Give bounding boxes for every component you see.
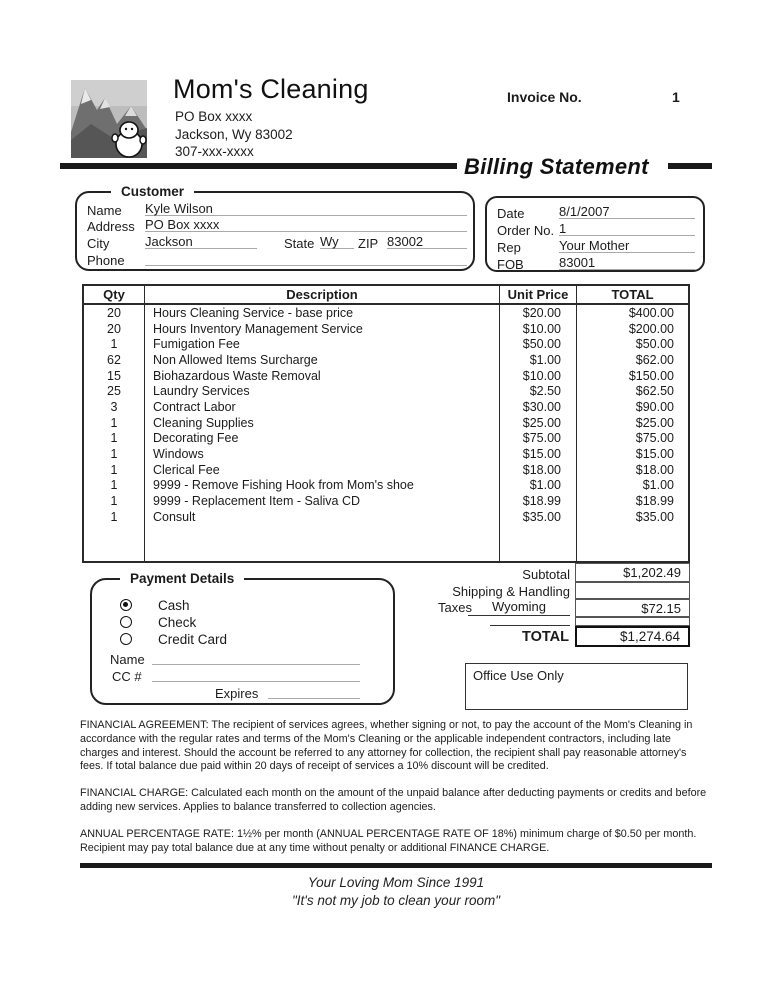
- date-field: 8/1/2007: [559, 204, 695, 219]
- taxes-value: $72.15: [575, 599, 690, 617]
- item-qty: 1: [84, 431, 145, 447]
- radio-button-icon[interactable]: [120, 616, 132, 628]
- table-row: [84, 399, 688, 415]
- payment-cc-field: [152, 667, 360, 682]
- table-row: [84, 431, 688, 447]
- item-unit-price: [500, 525, 577, 561]
- item-unit-price: $18.00: [500, 462, 577, 478]
- office-use-only-label: Office Use Only: [473, 668, 564, 683]
- payment-cc-label: CC #: [112, 669, 142, 684]
- financial-agreement-paragraph: FINANCIAL AGREEMENT: The recipient of services agrees, whether signing or not, to pay the account of the Mom's Cleaning in accordance with the regular rates and terms of the Mom's Cleaning or the applicable independent contractors, including late charges and interest. Should the account be referred to any attorney for collection, the recipient shall pay reasonable attorney's fees. If total balance due paid within 20 days of receipt of services a 10% discount will be credited.: [80, 719, 693, 773]
- item-description: Windows: [145, 446, 500, 462]
- item-qty: [84, 525, 145, 561]
- company-address-line1: PO Box xxxx: [175, 109, 253, 124]
- company-logo-mountain-yeti-image: [71, 80, 147, 158]
- item-description: 9999 - Remove Fishing Hook from Mom's shoe: [145, 478, 500, 494]
- invoice-no-label: Invoice No.: [507, 89, 582, 105]
- item-description: Cleaning Supplies: [145, 415, 500, 431]
- item-unit-price: $1.00: [500, 478, 577, 494]
- radio-button-icon[interactable]: [120, 599, 132, 611]
- item-qty: 1: [84, 446, 145, 462]
- item-qty: 1: [84, 478, 145, 494]
- rep-field: Your Mother: [559, 238, 695, 253]
- col-header-unit-price: Unit Price: [500, 286, 577, 303]
- order-info-box: [485, 196, 705, 272]
- table-row: [84, 321, 688, 337]
- item-qty: 20: [84, 305, 145, 321]
- payment-details-box: [90, 571, 395, 705]
- item-qty: 20: [84, 321, 145, 337]
- item-description: Hours Cleaning Service - base price: [145, 305, 500, 321]
- item-total: [577, 525, 688, 561]
- payment-option-check[interactable]: [120, 615, 196, 629]
- item-total: $400.00: [628, 305, 674, 320]
- items-table-body: [84, 305, 688, 561]
- item-unit-price: $75.00: [500, 431, 577, 447]
- item-unit-price: $35.00: [500, 509, 577, 525]
- payment-details-label: Payment Details: [120, 571, 244, 586]
- mountain-yeti-icon: [71, 80, 147, 158]
- item-total: $90.00: [635, 399, 674, 414]
- customer-city-label: City: [87, 236, 110, 251]
- item-description: [145, 525, 500, 561]
- item-unit-price: $15.00: [500, 446, 577, 462]
- rep-label: Rep: [497, 240, 521, 255]
- table-row: [84, 478, 688, 494]
- item-total: $18.00: [635, 462, 674, 477]
- item-description: Hours Inventory Management Service: [145, 321, 500, 337]
- item-description: 9999 - Replacement Item - Saliva CD: [145, 493, 500, 509]
- payment-name-label: Name: [110, 652, 145, 667]
- item-total: $35.00: [635, 509, 674, 524]
- financial-charge-paragraph: FINANCIAL CHARGE: Calculated each month on the amount of the unpaid balance after deducting payments or credits and before adding new services. Applies to balance transferred to collection agencies.: [80, 787, 707, 813]
- payment-option-label: Cash: [158, 597, 190, 613]
- customer-phone-field: [145, 251, 467, 266]
- subtotal-label: Subtotal: [522, 567, 570, 582]
- payment-name-field: [152, 650, 360, 665]
- col-header-qty: Qty: [84, 286, 145, 303]
- subtotal-value: $1,202.49: [575, 563, 690, 582]
- table-row: [84, 462, 688, 478]
- table-row: [84, 305, 688, 321]
- item-description: Biohazardous Waste Removal: [145, 368, 500, 384]
- table-row: [84, 383, 688, 399]
- item-total: $1.00: [642, 478, 674, 493]
- company-name: Mom's Cleaning: [173, 74, 369, 104]
- item-total: $150.00: [628, 368, 674, 383]
- table-row: [84, 493, 688, 509]
- header-rule-right: [668, 163, 712, 169]
- customer-box-label: Customer: [111, 184, 194, 199]
- item-qty: 1: [84, 415, 145, 431]
- item-unit-price: $1.00: [500, 352, 577, 368]
- item-description: Decorating Fee: [145, 431, 500, 447]
- shipping-label: Shipping & Handling: [452, 584, 570, 599]
- item-description: Laundry Services: [145, 383, 500, 399]
- customer-name-field: Kyle Wilson: [145, 201, 467, 216]
- invoice-no-value: 1: [672, 89, 680, 105]
- item-description: Clerical Fee: [145, 462, 500, 478]
- summary-blank-field: [490, 625, 570, 626]
- fine-print: [80, 719, 712, 868]
- item-qty: 1: [84, 336, 145, 352]
- col-header-total: TOTAL: [611, 287, 654, 302]
- item-qty: 25: [84, 383, 145, 399]
- item-unit-price: $25.00: [500, 415, 577, 431]
- table-row: [84, 352, 688, 368]
- customer-address-label: Address: [87, 219, 135, 234]
- payment-option-label: Check: [158, 614, 197, 630]
- taxes-label: Taxes: [438, 600, 472, 615]
- table-row: [84, 446, 688, 462]
- taxes-region-field: Wyoming: [468, 599, 570, 616]
- item-qty: 1: [84, 462, 145, 478]
- footer-tagline: Your Loving Mom Since 1991: [307, 875, 485, 890]
- item-description: Consult: [145, 509, 500, 525]
- item-unit-price: $10.00: [500, 321, 577, 337]
- customer-zip-label: ZIP: [358, 236, 379, 251]
- fob-label: FOB: [497, 257, 524, 272]
- item-unit-price: $18.99: [500, 493, 577, 509]
- order-no-field: 1: [559, 221, 695, 236]
- col-header-description: Description: [145, 286, 500, 303]
- header-rule-left: [60, 163, 457, 169]
- item-unit-price: $30.00: [500, 399, 577, 415]
- payment-option-credit-card[interactable]: [120, 632, 227, 646]
- item-total: $200.00: [628, 321, 674, 336]
- customer-state-field: Wy: [320, 234, 354, 249]
- item-unit-price: $50.00: [500, 336, 577, 352]
- item-description: Contract Labor: [145, 399, 500, 415]
- item-unit-price: $2.50: [500, 383, 577, 399]
- item-qty: 1: [84, 509, 145, 525]
- customer-phone-label: Phone: [87, 253, 125, 268]
- date-label: Date: [497, 206, 525, 221]
- fob-field: 83001: [559, 255, 695, 270]
- document-title: Billing Statement: [464, 154, 649, 179]
- table-row: [84, 368, 688, 384]
- customer-city-field: Jackson: [145, 234, 257, 249]
- payment-option-label: Credit Card: [158, 631, 228, 647]
- customer-name-label: Name: [87, 203, 122, 218]
- item-qty: 3: [84, 399, 145, 415]
- company-phone: 307-xxx-xxxx: [175, 144, 254, 159]
- order-no-label: Order No.: [497, 223, 555, 238]
- footer-quote: "It's not my job to clean your room": [292, 893, 500, 908]
- item-total: $15.00: [635, 447, 674, 462]
- item-total: $62.50: [635, 384, 674, 399]
- total-label: TOTAL: [522, 629, 569, 645]
- item-description: Non Allowed Items Surcharge: [145, 352, 500, 368]
- customer-state-label: State: [284, 236, 315, 251]
- payment-expires-field: [268, 684, 360, 699]
- items-table-header: [84, 286, 688, 305]
- item-unit-price: $10.00: [500, 368, 577, 384]
- item-qty: 15: [84, 368, 145, 384]
- item-total: $18.99: [635, 494, 674, 509]
- item-description: Fumigation Fee: [145, 336, 500, 352]
- summary-empty-cell: [575, 617, 690, 626]
- items-table: [82, 284, 690, 563]
- table-row: [84, 509, 688, 525]
- item-unit-price: $20.00: [500, 305, 577, 321]
- office-use-only-box: [465, 663, 688, 710]
- table-row: [84, 525, 688, 561]
- item-total: $62.00: [635, 352, 674, 367]
- payment-option-cash[interactable]: [120, 598, 190, 612]
- company-address-line2: Jackson, Wy 83002: [175, 126, 293, 142]
- item-total: $75.00: [635, 431, 674, 446]
- radio-button-icon[interactable]: [120, 633, 132, 645]
- item-total: $50.00: [635, 337, 674, 352]
- shipping-value: [575, 582, 690, 599]
- item-qty: 1: [84, 493, 145, 509]
- company-address: [175, 108, 293, 161]
- item-total: $25.00: [635, 415, 674, 430]
- item-qty: 62: [84, 352, 145, 368]
- table-row: [84, 415, 688, 431]
- total-value: $1,274.64: [575, 626, 690, 647]
- customer-box: [75, 184, 475, 271]
- footer-rule: [80, 863, 712, 868]
- annual-percentage-rate-paragraph: ANNUAL PERCENTAGE RATE: 1½% per month (ANNUAL PERCENTAGE RATE OF 18%) minimum charge of $0.50 per month. Recipient may pay total balance due at any time without penalty or additional FINANCE CHARGE.: [80, 827, 697, 854]
- customer-zip-field: 83002: [387, 234, 467, 249]
- table-row: [84, 336, 688, 352]
- customer-address-field: PO Box xxxx: [145, 217, 467, 232]
- payment-expires-label: Expires: [215, 686, 259, 701]
